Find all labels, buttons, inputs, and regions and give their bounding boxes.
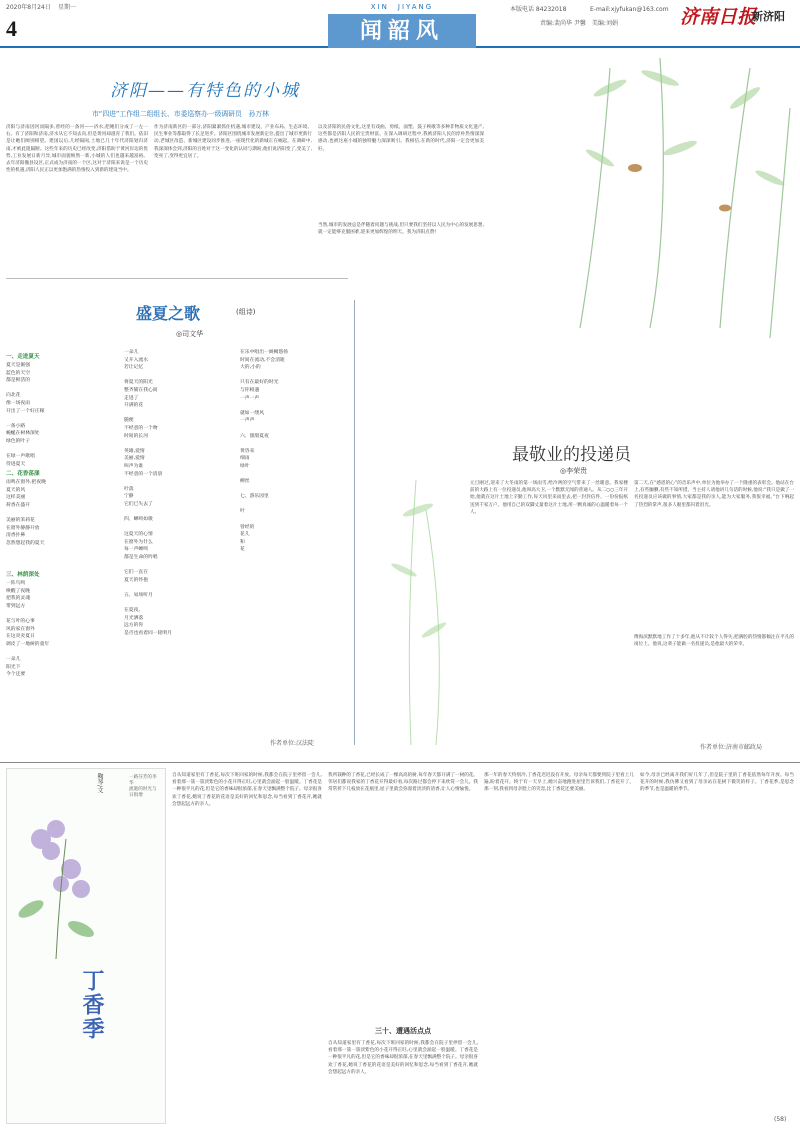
poem-section-head: 三、林荫深处 [6,572,40,578]
lower-col2-tail: 自从知道家里有丁香花,每次下班回家的时候,我都会在院子里停留一会儿,看着那一簇一簇淡紫色的小花开得正旺,心里就会涌起一股温暖。丁香花是一种很平凡的花,但是它的香味却很浓郁,在春天里飘满整个院子。母亲很喜欢丁香花,她说丁香花的花语是美好的回忆和思念,每当看到丁香花开,她就会想起远方的亲人。 [328,1041,478,1075]
poem-note: 作者单位:汉法陡 [270,740,315,747]
article1-col3-more: 当然,城市的发展总是伴随着问题与挑战,但只要我们坚持以人民为中心的发展思想,就一定能够克服困难,迎来更加辉煌的明天。我为济阳点赞! [318,223,484,236]
poem-section-lines: 雨鸣在窗外,把夜晚 夏天的风 这样美丽 荷香在盛开 美丽的茉莉花 在窗外静静开放 清香扑鼻 忽然想起我的夏天 [6,480,46,546]
poem-section-lines: 夏天是倔强 蓝色的天空 都是鲜活的 向北花 像一场夜雨 开出了一个好庄稼 一条小路 蜿蜒在树林深处 绿色的叶子 在绿一声歌唱 待进夏天 [6,363,45,466]
decorative-plant [356,470,466,750]
article1-title: 济阳——有特色的小城 [110,81,300,101]
article2-col2-wrap [634,480,794,742]
article2-note: 作者单位:济南市邮政局 [700,744,763,751]
article1-byline: 市“四进”工作组二组组长、市委巡察办一级调研员 孙万林 [92,110,269,118]
section-banner [328,14,476,48]
page-footnote: (58) [774,1116,787,1123]
sub-brand: 新济阳 [752,10,785,23]
poem-author: ◎司文华 [176,330,204,338]
lower-title: 丁香季 [79,969,105,1041]
poem-col2: 一朵儿 又开入流水 若让记忆 将夏天的阳光 整齐铺在我心间 走进了 开满的花 随便 不经意的一个吻 时间的长河 英雄,爱情 美丽,爱情 叫声为谁 不经意的一个清晨 叶落 宁静 它们已失去了 四、蝉鸣如歌 这夏天的心情 在窗外为什么 每一声蝉鸣 都是生命的吟唱 它们一直在 夏天的怀抱 五、易场听月 在夏夜, 月光洒落 远方的你 是否也看着同一轮明月 [124,350,172,636]
poem-block [6,278,348,728]
article1-col2: 作为济南新区的一部分,济阳紧紧抓住机遇,城市建设、产业布局、生态环境、民生事业等都取得了长足进步。济阳区围绕城市发展新定位,提出了城市更新行动,老城区改造、新城区建设同步推进,一座现代化的新城正在崛起。在调研中,我深深体会到,济阳的百姓对于这一变化的认同与期盼,他们说济阳变了,变美了,变亮了,变得更宜居了。 [154,125,312,159]
issue-weekday: 星期一 [58,4,77,11]
lower-art-panel [6,768,166,1124]
desk-phone: 本版电话 84232018 [510,6,567,13]
poem-section-lines: 一阵鸟鸣 唤醒了夜晚 把我的灵魂 带到远方 花与叶的心事 风的家在窗外 在这炎炎夏日 调皮了一地树的童年 一朵儿 阳光下 今个还要 [6,581,50,678]
header-rule-left [0,46,328,48]
decorative-bamboo [540,48,800,338]
lower-label: 一路芬芳的李华 流逝的时光与日俱增 [129,775,157,798]
poem-section-head: 一、走进夏天 [6,354,40,360]
article2-col2-more: 傅海滨默默地工作了十多年,他从不计较个人得失,把满腔的热情都倾注在平凡的岗位上。他说,这辈子能做一名投递员,是他最大的荣幸。 [634,635,794,648]
paper-logo: 济南日报 [680,6,757,28]
lower-col2-wrap [328,772,478,1124]
column-divider [354,300,355,745]
lower-col2-head: 三十、遭遇活点点 [375,1027,431,1035]
lower-col3: 那一年的春天特别冷,丁香花迟迟没有开放。母亲每天都要到院子里看上几遍,盼着花开。终于有一天早上,她兴奋地跑进屋里告诉我们,丁香花开了。那一刻,我看到母亲脸上的笑容,比丁香花还要美丽。 [484,773,634,793]
article1-col3-wrap [318,124,484,268]
page-number: 4 [6,16,17,41]
poem-col3: 在乐中唱出一阕阙悠扬 时间在流动,不会消逝 大的,小的 只有在最好的时光 与你相遇 一声一声 就如一缕风 一声声 六、甜甜夏夜 黄昏来 细雨 绿叶 柳丝 七、游乐园里 叶 曾经的 花儿 和 花 [240,350,288,553]
poem-section-head: 二、花香荡漾 [6,471,40,477]
section-pinyin: XIN JIYANG [370,3,434,11]
poem-title: 盛夏之歌 [136,304,201,323]
lower-col4: 如今,母亲已经离开我们好几年了,但是院子里的丁香花依然每年开放。每当花开的时候,我仿佛又看到了母亲站在花树下微笑的样子。丁香花季,是思念的季节,也是温暖的季节。 [640,773,794,793]
article1-col1: 济阳与济南因河而隔多,曾经的一条河——济水,把她们分成了一左一右。有了济阳和济南,济水从它不知去向,但是黄河却滋育了我们。依旧是让她们阔别相望。建国以后,几经隔阂,土地已几十年代济阳划归济南,才被此阻隔断。这些年来的历史已经改变,济阳借助于黄河岸边的优势,工业发展日新月异,城市面貌焕然一新,小城的人们也越来越富裕。去年济阳撤县设区,正式成为济南的一个区,这对于济阳来说是一个历史性的机遇,济阳人民正以更加饱满的热情投入到新的建设当中。 [6,125,148,174]
lower-author: 鞠琴/文 [96,773,103,794]
article1-col3: 以及济阳的民俗文化,这里有戏曲、剪纸、面塑、鼓子秧歌等多种非物质文化遗产,这些都是济阳人民的宝贵财富。在深入调研过程中,我被济阳人民的淳朴热情深深感动,也被这座小城的独特魅力深深吸引。我相信,在新的时代,济阳一定会更加美好。 [318,125,484,152]
section-divider [0,762,800,763]
issue-date: 2020年8月24日 [6,4,51,11]
article2-author: ◎李荣贵 [560,467,588,475]
editors-credit: 责编:裴尚华 尹馨 美编:刘娟 [540,20,618,27]
section-title: 闻韶风 [359,18,444,44]
lower-col1: 自从知道家里有丁香花,每次下班回家的时候,我都会在院子里停留一会儿,看着那一簇一簇淡紫色的小花开得正旺,心里就会涌起一股温暖。丁香花是一种很平凡的花,但是它的香味却很浓郁,在春天里飘满整个院子。母亲很喜欢丁香花,她说丁香花的花语是美好的回忆和思念,每当看到丁香花开,她就会想起远方的亲人。 [172,773,322,807]
article2-col2: 第二天,在“感恩的心”的音乐声中,单位为他举办了一个隆重的表彰会。他站在台上,有些腼腆,有些不知所措。当主持人请他讲几句话的时候,他说:“我只是做了一名投递员应该做的事情,大家都是我的亲人,能为大家服务,我很幸福。”台下响起了热烈的掌声,很多人眼里都闪着泪光。 [634,481,794,508]
poem-col1 [6,349,114,727]
desk-email: E-mail:xjyfukan@163.com [590,6,669,13]
article2-col1: 元旦刚过,迎来了大冬雨的第一场雨雪,给冷冽的空气带来了一丝暖意。我家楼前的大路上有一位投递员,他叫高大卫,一个默默无闻的普通人。从二○○三年开始,他就在这片土地上辛勤工作,每天风里来雨里去,把一封封信件、一份份报纸送到千家万户。他用自己的双脚丈量着这片土地,用一颗真诚的心温暖着每一个人。 [470,481,628,515]
lilac-illustration [11,799,111,969]
article2-title: 最敬业的投递员 [512,445,631,465]
lower-col2: 我所栽种的丁香花,已经长成了一棵高高的树,每年春天都开满了一树的花。邻居们都说我家的丁香花开得最好看,每次路过都会停下来欣赏一会儿。我常常折下几枝放在花瓶里,屋子里就会弥漫着淡淡的清香,让人心情愉悦。 [328,773,478,793]
poem-subtitle: (组诗) [236,308,256,316]
